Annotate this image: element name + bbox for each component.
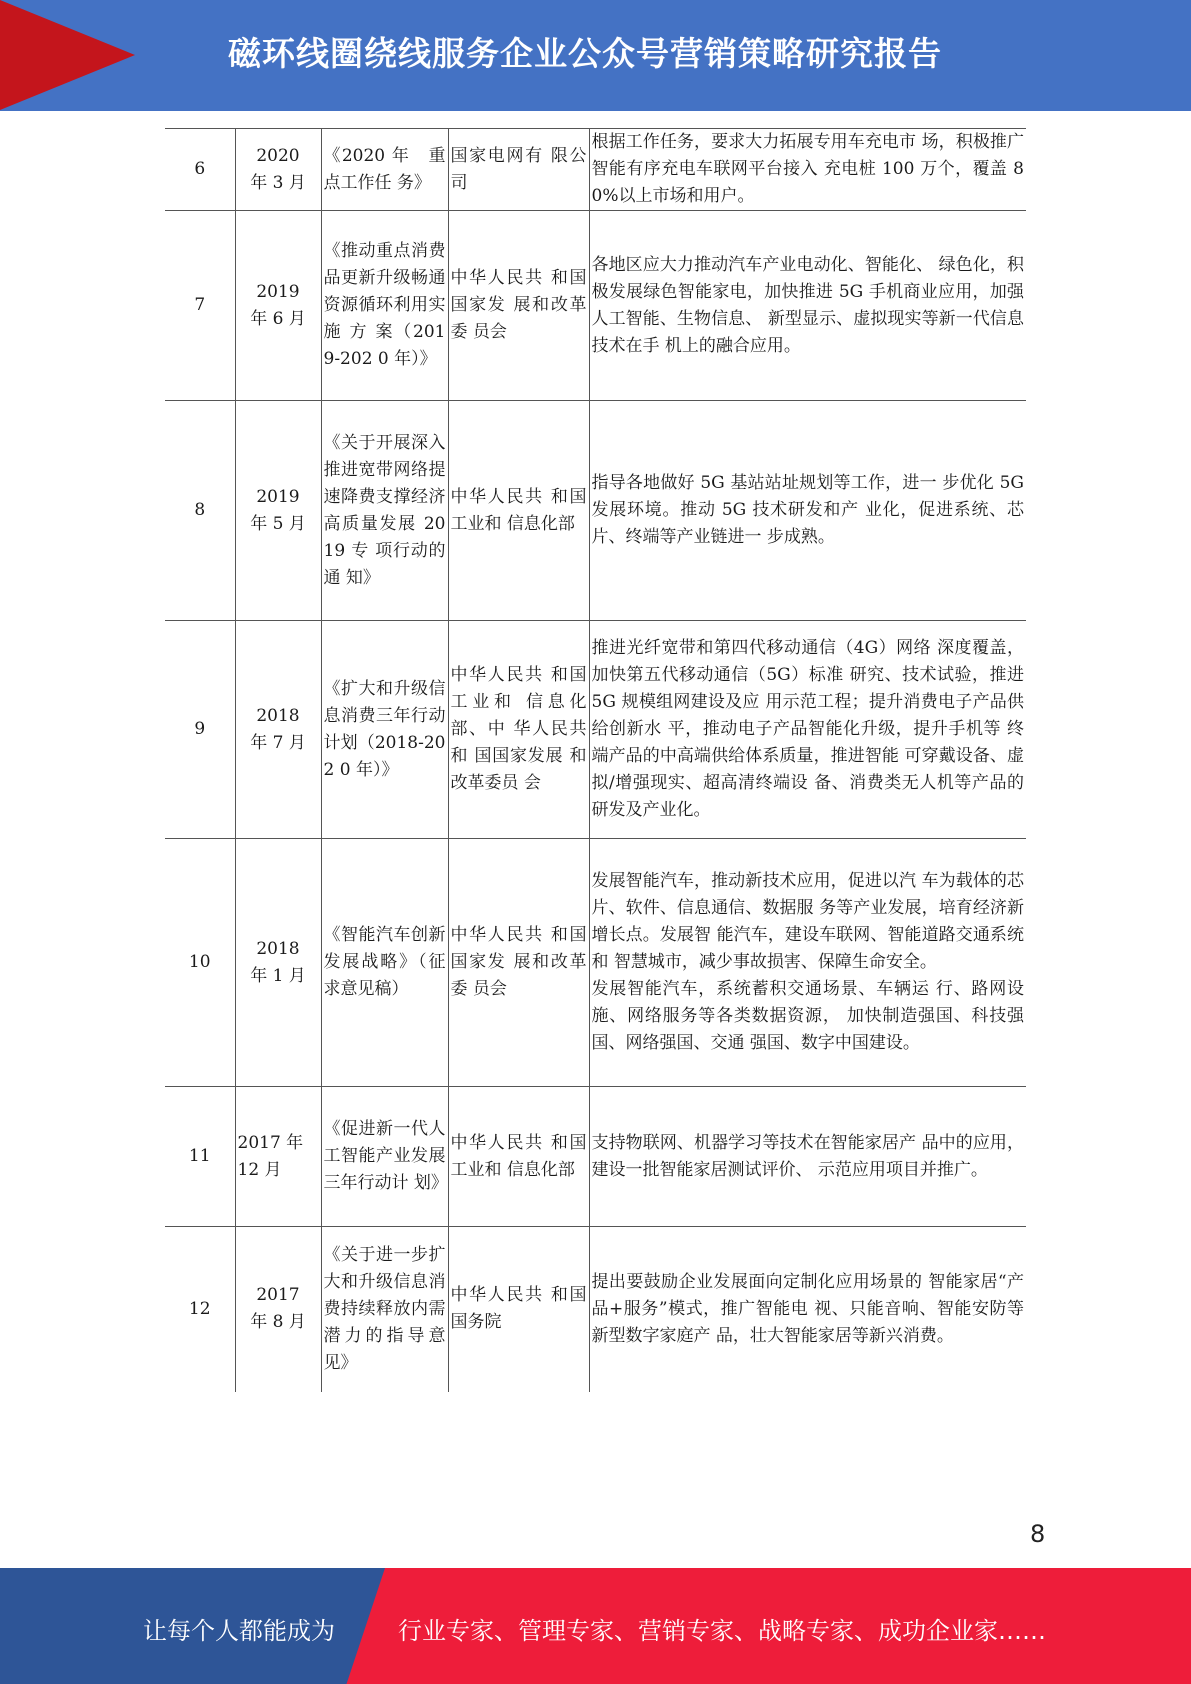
row-issuer: 中华人民共 和国工业和 信息化部: [448, 1087, 589, 1227]
row-index: 10: [165, 839, 235, 1087]
row-content-paragraph: 发展智能汽车，系统蓄积交通场景、车辆运 行、路网设施、网络服务等各类数据资源， 加快制造强国、科技强国、网络强国、交通 强国、数字中国建设。: [591, 979, 1024, 1053]
row-issuer: 中华人民共 和国国家发 展和改革委 员会: [448, 839, 589, 1087]
row-issuer: 中华人民共 和国工业和 信息化部: [448, 401, 589, 621]
row-date: 2020 年 3 月: [235, 129, 321, 211]
row-index: 6: [165, 129, 235, 211]
header-arrow-decoration: [0, 0, 135, 110]
row-date: 2018 年 7 月: [235, 621, 321, 839]
row-index: 11: [165, 1087, 235, 1227]
row-date: 2017 年 8 月: [235, 1227, 321, 1392]
row-content: [589, 839, 1026, 1087]
table-row: [165, 211, 1026, 401]
table-row: [165, 1227, 1026, 1392]
row-issuer: 中华人民共 和国国务院: [448, 1227, 589, 1392]
footer-slogan-right: 行业专家、管理专家、营销专家、战略专家、成功企业家……: [398, 1617, 1046, 1645]
row-content: 推进光纤宽带和第四代移动通信（4G）网络 深度覆盖，加快第五代移动通信（5G）标准 研究、技术试验，推进 5G 规模组网建设及应 用示范工程；提升消费电子产品供给创新水 平，推动电子产品智能化升级，提升手机等 终端产品的中高端供给体系质量，推进智能 可穿戴设备、虚拟/增强现实、超高清终端设 备、消费类无人机等产品的研发及产业化。: [589, 621, 1026, 839]
row-date: 2017 年 12 月: [235, 1087, 321, 1227]
table-row: [165, 839, 1026, 1087]
row-index: 12: [165, 1227, 235, 1392]
row-content: 支持物联网、机器学习等技术在智能家居产 品中的应用，建设一批智能家居测试评价、 示范应用项目并推广。: [589, 1087, 1026, 1227]
row-document: 《关于开展深入推进宽带网络提速降费支撑经济高质量发展 2019 专 项行动的通 知》: [321, 401, 448, 621]
page-header: [0, 0, 1191, 111]
table-row: [165, 129, 1026, 211]
row-content: 根据工作任务，要求大力拓展专用车充电市 场，积极推广智能有序充电车联网平台接入 充电桩 100 万个，覆盖 80%以上市场和用户。: [589, 129, 1026, 211]
row-document: 《促进新一代人工智能产业发展三年行动计 划》: [321, 1087, 448, 1227]
row-document: 《关于进一步扩大和升级信息消费持续释放内需潜力的指导意见》: [321, 1227, 448, 1392]
row-document: 《扩大和升级信息消费三年行动计划（2018-202 0 年）》: [321, 621, 448, 839]
row-content: 指导各地做好 5G 基站站址规划等工作，进一 步优化 5G 发展环境。推动 5G 技术研发和产 业化，促进系统、芯片、终端等产业链进一 步成熟。: [589, 401, 1026, 621]
row-document: 《推动重点消费品更新升级畅通资源循环利用实 施 方 案（2019-202 0 年）》: [321, 211, 448, 401]
row-issuer: 中华人民共 和国国家发 展和改革委 员会: [448, 211, 589, 401]
row-index: 8: [165, 401, 235, 621]
row-content-paragraph: 发展智能汽车，推动新技术应用，促进以汽 车为载体的芯片、软件、信息通信、数据服 务等产业发展，培育经济新增长点。发展智 能汽车，建设车联网、智能道路交通系统和 智慧城市，减少事故损害、保障生命安全。: [591, 871, 1024, 972]
row-index: 7: [165, 211, 235, 401]
row-content: 提出要鼓励企业发展面向定制化应用场景的 智能家居“产品+服务”模式，推广智能电 视、只能音响、智能安防等新型数字家庭产 品，壮大智能家居等新兴消费。: [589, 1227, 1026, 1392]
report-title: 磁环线圈绕线服务企业公众号营销策略研究报告: [228, 34, 942, 73]
policy-table: [165, 128, 1026, 1392]
row-date: 2019 年 5 月: [235, 401, 321, 621]
page-footer: [0, 1568, 1191, 1684]
row-issuer: 国家电网有 限公司: [448, 129, 589, 211]
row-content: 各地区应大力推动汽车产业电动化、智能化、 绿色化，积极发展绿色智能家电，加快推进 5G 手机商业应用，加强人工智能、生物信息、 新型显示、虚拟现实等新一代信息技术在手 机上的融合应用。: [589, 211, 1026, 401]
row-index: 9: [165, 621, 235, 839]
table-row: [165, 1087, 1026, 1227]
row-date: 2018 年 1 月: [235, 839, 321, 1087]
row-document: 《2020 年 重点工作任 务》: [321, 129, 448, 211]
row-document: 《智能汽车创新发展战略》（征求意见稿）: [321, 839, 448, 1087]
row-issuer: 中华人民共 和国工业和 信息化部、中 华人民共和 国国家发展 和改革委员 会: [448, 621, 589, 839]
table-row: [165, 621, 1026, 839]
table-row: [165, 401, 1026, 621]
page-number: 8: [1030, 1520, 1046, 1548]
row-date: 2019 年 6 月: [235, 211, 321, 401]
footer-slogan-left: 让每个人都能成为: [143, 1617, 335, 1645]
